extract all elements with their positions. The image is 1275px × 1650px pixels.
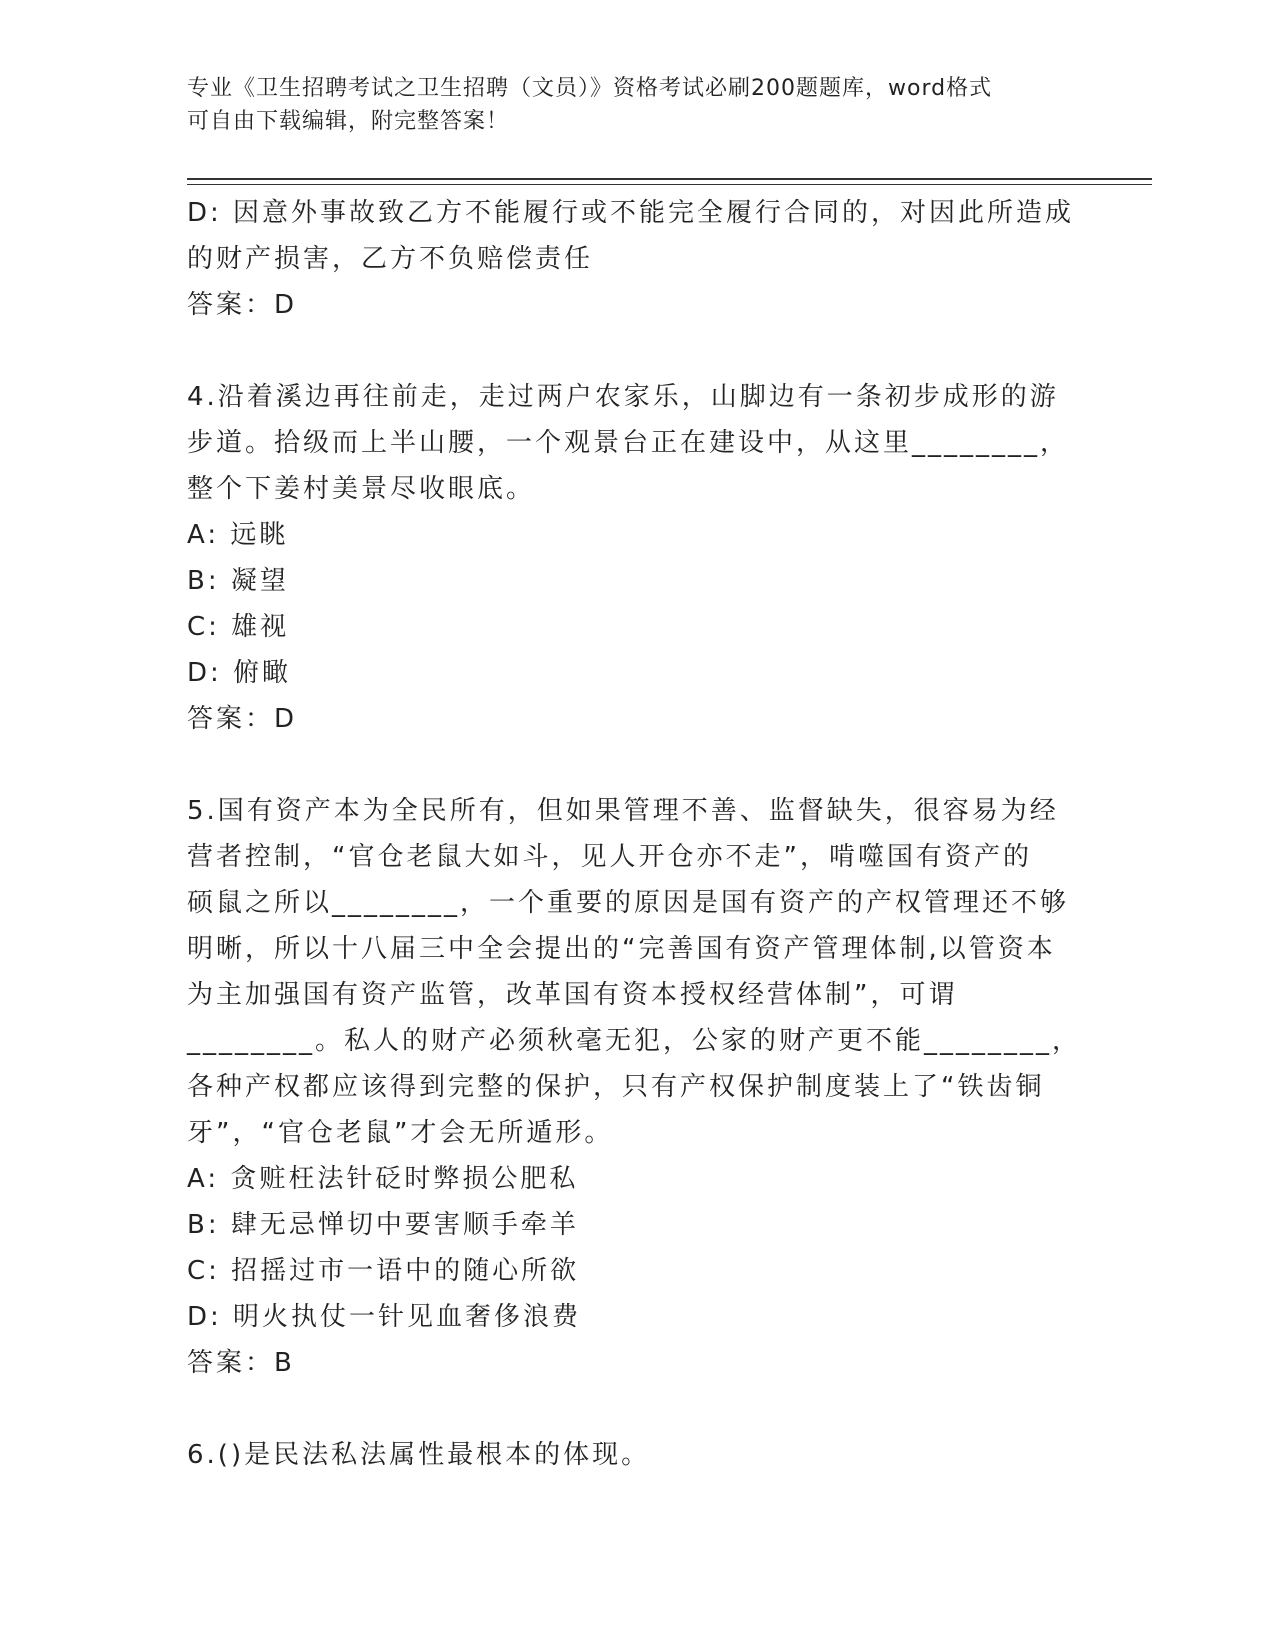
question-5-option-c: C: 招摇过市一语中的随心所欲	[187, 1256, 580, 1286]
header-line-1: 专业《卫生招聘考试之卫生招聘（文员）》资格考试必刷200题题库，word格式	[187, 76, 993, 101]
spacer	[187, 742, 1087, 788]
question-5-line: 硕鼠之所以________，一个重要的原因是国有资产的产权管理还不够	[187, 888, 1070, 918]
question-5-option-a: A: 贪赃枉法针砭时弊损公肥私	[187, 1164, 579, 1194]
question-4-answer: 答案：D	[187, 704, 298, 734]
question-5-answer: 答案：B	[187, 1348, 295, 1378]
question-5-line: 牙”，“官仓老鼠”才会无所遁形。	[187, 1118, 614, 1148]
header-divider-thin	[187, 184, 1152, 185]
option-d: D: 因意外事故致乙方不能履行或不能完全履行合同的，对因此所造成	[187, 198, 1075, 228]
question-4-line: 4.沿着溪边再往前走，走过两户农家乐，山脚边有一条初步成形的游	[187, 382, 1059, 412]
question-4-option-c: C: 雄视	[187, 612, 290, 642]
question-4-option-a: A: 远眺	[187, 520, 289, 550]
question-4-option-d: D: 俯瞰	[187, 658, 292, 688]
answer-line: 答案：D	[187, 290, 298, 320]
question-6-line: 6.()是民法私法属性最根本的体现。	[187, 1440, 651, 1470]
header-divider-thick	[187, 178, 1152, 180]
question-4-line: 步道。拾级而上半山腰，一个观景台正在建设中，从这里________，	[187, 428, 1070, 458]
question-4-line: 整个下姜村美景尽收眼底。	[187, 474, 536, 504]
question-4-option-b: B: 凝望	[187, 566, 289, 596]
spacer	[187, 328, 1087, 374]
question-5-line: 营者控制，“官仓老鼠大如斗，见人开仓亦不走”，啃噬国有资产的	[187, 842, 1032, 872]
option-d-continued: 的财产损害，乙方不负赔偿责任	[187, 244, 594, 274]
spacer	[187, 1386, 1087, 1432]
header-line-2: 可自由下载编辑，附完整答案！	[187, 109, 510, 134]
question-5-line: ________。私人的财产必须秋毫无犯，公家的财产更不能________，	[187, 1026, 1082, 1056]
document-header	[187, 72, 1087, 138]
question-5-option-d: D: 明火执仗一针见血奢侈浪费	[187, 1302, 582, 1332]
question-5-line: 5.国有资产本为全民所有，但如果管理不善、监督缺失，很容易为经	[187, 796, 1059, 826]
question-content	[187, 190, 1087, 1478]
question-5-line: 为主加强国有资产监管，改革国有资本授权经营体制”，可谓	[187, 980, 958, 1010]
question-5-line: 各种产权都应该得到完整的保护，只有产权保护制度装上了“铁齿铜	[187, 1072, 1045, 1102]
question-5-option-b: B: 肆无忌惮切中要害顺手牵羊	[187, 1210, 579, 1240]
question-5-line: 明晰，所以十八届三中全会提出的“完善国有资产管理体制,以管资本	[187, 934, 1056, 964]
